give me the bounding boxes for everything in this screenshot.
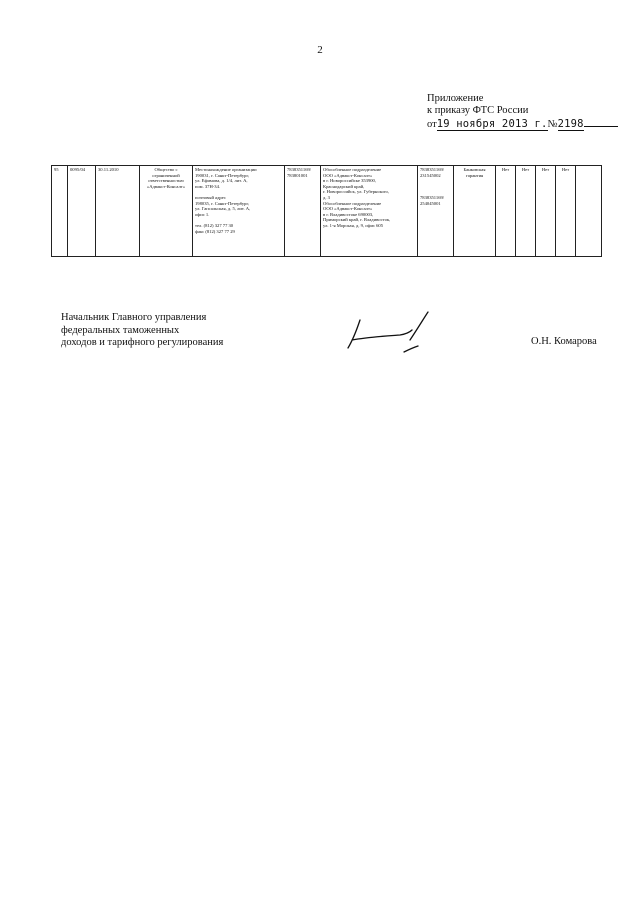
appendix-order-ref: к приказу ФТС России (427, 105, 529, 116)
handwritten-signature (340, 310, 440, 358)
flag-cell-2: Нет (516, 166, 536, 257)
empty-cell (576, 166, 602, 257)
signatory-title (61, 312, 223, 350)
registration-date-cell: 30.11.2010 (96, 166, 140, 257)
flag-cell-3: Нет (536, 166, 556, 257)
inn-kpp-cell: 7838351169/ 783801001 (285, 166, 321, 257)
signatory-title-line-2: федеральных таможенных (61, 324, 180, 336)
row-number-cell: 95 (52, 166, 68, 257)
registry-number-cell: 0095/04 (68, 166, 96, 257)
signer-name: О.Н. Комарова (531, 336, 597, 347)
flag-cell-4: Нет (556, 166, 576, 257)
appendix-title: Приложение (427, 93, 484, 104)
branches-inn-kpp-cell: 7838351169/ 231545002 7838351169/ 254045001 (418, 166, 454, 257)
appendix-header (427, 93, 618, 131)
registry-table (51, 165, 602, 257)
table-row (52, 166, 602, 257)
guarantee-type-cell: Банковская гарантия (454, 166, 496, 257)
signatory-title-line-1: Начальник Главного управления (61, 312, 207, 323)
order-date-line (427, 117, 618, 131)
order-number-sign: № (547, 119, 558, 130)
page-number: 2 (317, 44, 323, 56)
order-prefix: от (427, 119, 437, 130)
address-cell: Местонахождение организации 190031, г. Санкт-Петербург, ул. Ефимова, д. 1/4, лит. А, пом. 37Н-34. почтовый адрес 198035, г. Санкт-Петербург, ул. Гапсальская, д. 5, лит. А, офис 1. тел. (812) 327 77 30 факс (812) 327 77 29 (193, 166, 285, 257)
flag-cell-1: Нет (496, 166, 516, 257)
organization-name-cell: Общество с ограниченной ответственностью «Адвакст-Консалт» (140, 166, 193, 257)
order-number: 2198 (557, 118, 584, 130)
signatory-title-line-3: доходов и тарифного регулирования (61, 337, 224, 348)
branches-cell: Обособленное подразделение ООО «Адвакст-Консалт» в г. Новороссийске 353900, Краснодарский край, г. Новороссийск, ул. Губернского, д. 3 Обособленное подразделение ООО «Адвакст-Консалт» в г. Владивостоке 690003, Приморский край, г. Владивосток, ул. 1-я Морская, д. 9, офис 605 (321, 166, 418, 257)
order-date: 19 ноября 2013 г. (436, 118, 548, 130)
order-number-underline (584, 117, 618, 127)
